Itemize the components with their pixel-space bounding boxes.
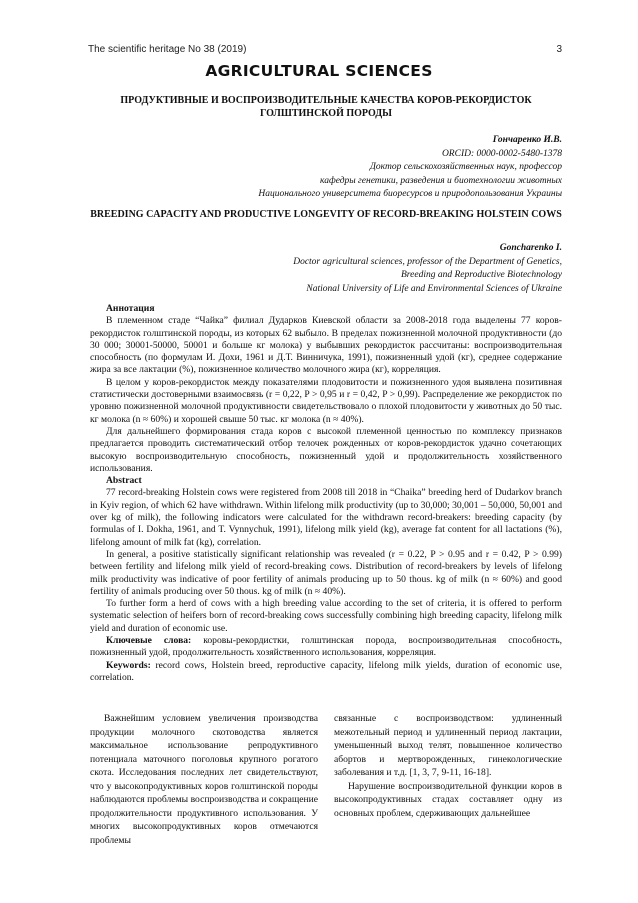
section-title: AGRICULTURAL SCIENCES bbox=[205, 62, 433, 80]
author-name-ru: Гончаренко И.В. bbox=[492, 135, 562, 145]
body-paragraph-right-1: связанные с воспроизводством: удлиненный межотельный период и удлиненный период лактации, уменьшенный выход телят, повышенное количество абортов и мертворожденных, гинекологические заболевания и т.д. [1, 3, 7, 9-11, 16-18]. bbox=[334, 713, 562, 778]
keywords-en bbox=[90, 660, 562, 685]
abstract-paragraph-3: To further form a herd of cows with a high breeding value according to the set of criteria, it is offered to perform systematic selection of heifers born of record-breaking cows successfully combining high breeding capacity, lifelong milk yield and duration of economic use. bbox=[90, 598, 562, 634]
author-degree-ru: Доктор сельскохозяйственных наук, профессор bbox=[369, 162, 562, 173]
page-number: 3 bbox=[556, 44, 562, 55]
annotation-paragraph-2: В целом у коров-рекордисток между показателями плодовитости и пожизненного удоя выявлена позитивная статистически достоверными взаимосвязь (r = 0,22, P > 0,95 и r = 0,42, P > 0,99). Распределение же рекордисток по уровню пожизненной молочной продуктивности свидетельствовало о плохой плодовитости у животных до 50 тыс. кг молока (n ≈ 60%) и хорошей свыше 50 тыс. кг молока (n ≈ 40%). bbox=[90, 376, 562, 425]
abstract-heading: Abstract bbox=[106, 475, 142, 487]
article-title-en: BREEDING CAPACITY AND PRODUCTIVE LONGEVITY OF RECORD-BREAKING HOLSTEIN COWS bbox=[90, 209, 562, 220]
body-paragraph-right-2: Нарушение воспроизводительной функции коров в высокопродуктивных стадах составляет одну из основных проблем, сдерживающих дальнейшее bbox=[334, 780, 562, 819]
keywords-ru-text: коровы-рекордистки, голштинская порода, воспроизводительная способность, пожизненный удой, продолжительность хозяйственного использования, корреляция. bbox=[90, 635, 562, 659]
author-position-en: Doctor agricultural sciences, professor of the Department of Genetics, bbox=[293, 256, 562, 267]
keywords-en-text: record cows, Holstein breed, reproductive capacity, lifelong milk yields, duration of economic use, correlation. bbox=[90, 659, 562, 683]
author-orcid: ORCID: 0000-0002-5480-1378 bbox=[441, 148, 562, 159]
author-name-en: Goncharenko I. bbox=[499, 243, 562, 253]
annotation-paragraph-1: В племенном стаде “Чайка” филиал Дударков Киевской области за 2008-2018 года выделены 77 коров-рекордисток голштинской породы, из которых 62 выбыло. В пределах пожизненной молочной продуктивности (до 30 000; 30001-50000, 50001 и больше кг молока) у выбывших рекордисток рассчитаны: воспроизводительная способность (по формулам И. Дохи, 1961 и Д.Т. Винничука, 1991), пожизненный удой (кг), среднее содержание жира за все лактации (%), пожизненное количество молочного жира (кг), корреляция. bbox=[90, 315, 562, 376]
article-title-ru: ПРОДУКТИВНЫЕ И ВОСПРОИЗВОДИТЕЛЬНЫЕ КАЧЕСТВА КОРОВ-РЕКОРДИСТОК ГОЛШТИНСКОЙ ПОРОДЫ bbox=[120, 95, 532, 119]
author-university-en: National University of Life and Environmental Sciences of Ukraine bbox=[306, 283, 562, 294]
body-column-left bbox=[90, 712, 318, 847]
annotation-paragraph-3: Для дальнейшего формирования стада коров с высокой племенной ценностью по комплексу признаков предлагается проводить систематический отбор телочек рожденных от коров-рекордисток удачно сочетающих высокую воспроизводительную способность, пожизненный удой и продолжительность хозяйственного использования. bbox=[90, 425, 562, 474]
author-department-ru: кафедры генетики, разведения и биотехнологии животных bbox=[320, 175, 562, 186]
body-paragraph-left-1: Важнейшим условием увеличения производства продукции молочного скотоводства является максимальное использование репродуктивного потенциала маточного поголовья крупного рогатого скота. Исследования последних лет свидетельствуют, что у высокопродуктивных коров голштинской породы наблюдаются проблемы воспроизводства и сокращение продолжительности продуктивного использования. У многих высокопродуктивных коров отмечаются проблемы bbox=[90, 713, 318, 846]
author-block-ru bbox=[90, 134, 562, 202]
keywords-ru-label: Ключевые слова: bbox=[106, 635, 192, 647]
abstracts-section bbox=[90, 303, 562, 684]
body-column-right bbox=[334, 712, 562, 847]
keywords-ru bbox=[90, 635, 562, 660]
author-department-en: Breeding and Reproductive Biotechnology bbox=[400, 270, 562, 281]
running-header bbox=[88, 44, 562, 55]
abstract-paragraph-1: 77 record-breaking Holstein cows were registered from 2008 till 2018 in “Chaika” breeding herd of Dudarkov branch in Kyiv region, of which 62 have withdrawn. Within lifelong milk productivity (up to 30,000; 30,001 – 50,000, 50,001 and over kg of milk), the following indicators were calculated for the withdrawn record-breakers: breeding capacity (by formulas of I. Dokha, 1961, and T. Vynnychuk, 1991), lifelong milk yield (kg), average fat content for all lactations (%), lifelong amount of milk fat (kg), correlation. bbox=[90, 487, 562, 548]
annotation-heading: Аннотация bbox=[106, 303, 155, 314]
abstract-paragraph-2: In general, a positive statistically significant relationship was revealed (r = 0.22, P > 0.95 and r = 0.42, P > 0.99) between fertility and lifelong milk yield of record-breaking cows. Distribution of record-breakers by levels of lifelong milk productivity was indicative of poor fertility of animals producing up to 50 thous. kg of milk (n ≈ 60%) and good fertility of animals producing over 50 thous. kg of milk (n ≈ 40%). bbox=[90, 548, 562, 597]
body-columns bbox=[90, 712, 562, 847]
keywords-en-label: Keywords: bbox=[106, 659, 151, 671]
journal-name: The scientific heritage No 38 (2019) bbox=[88, 44, 247, 55]
author-block-en bbox=[90, 242, 562, 296]
author-university-ru: Национального университета биоресурсов и природопользования Украины bbox=[258, 189, 562, 200]
